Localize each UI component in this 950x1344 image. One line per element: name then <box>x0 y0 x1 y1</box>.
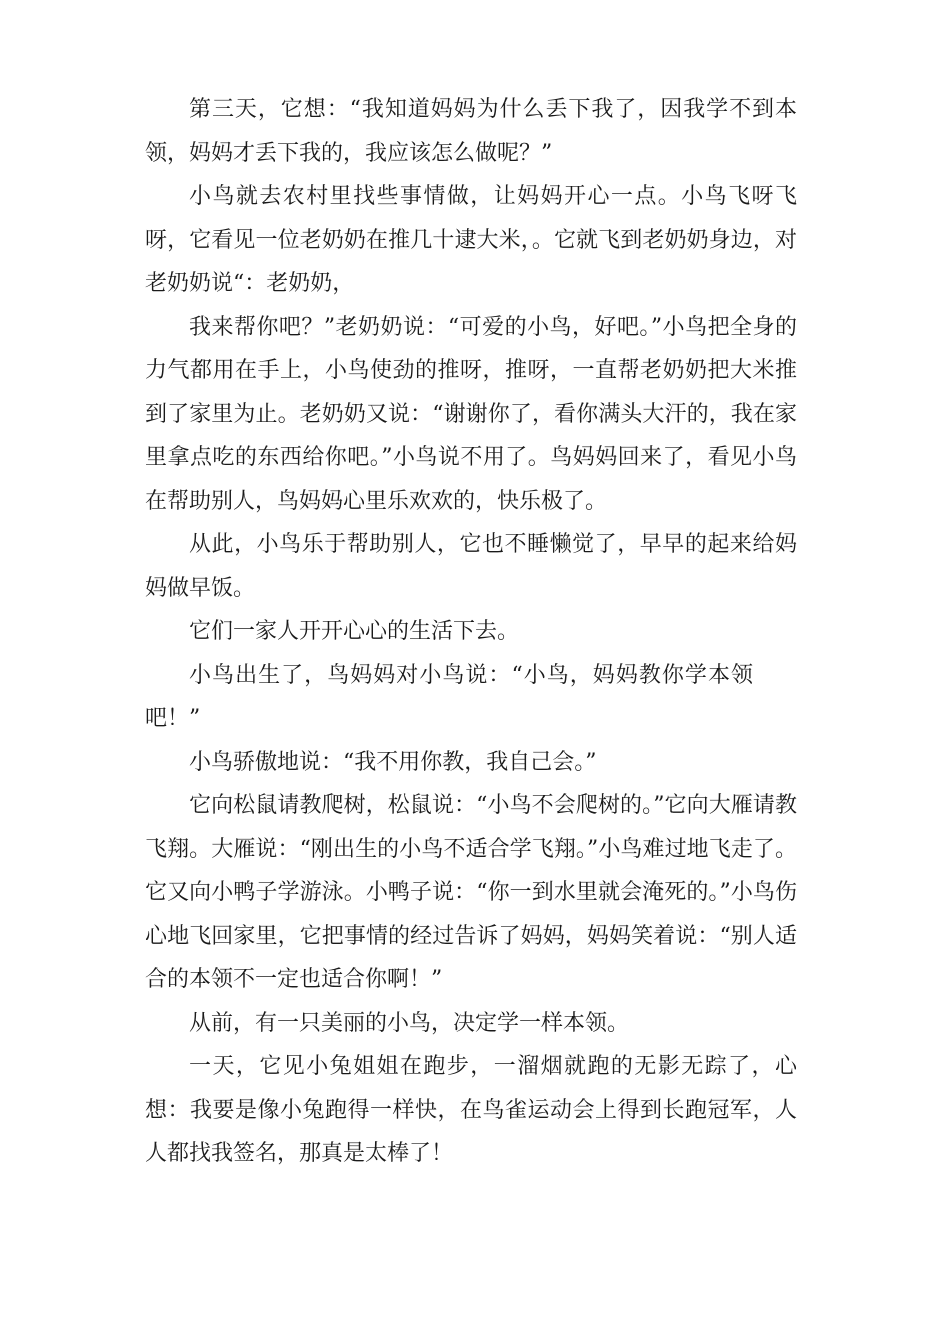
paragraph-7: 小鸟骄傲地说：“我不用你教，我自己会。” <box>189 749 597 775</box>
paragraph-8: 它向松鼠请教爬树，松鼠说：“小鸟不会爬树的。”它向大雁请教飞翔。大雁说：“刚出生的小鸟不适合学飞翔。”小鸟难过地飞走了。它又向小鸭子学游泳。小鸭子说：“你一到水里就会淹死的。”小鸟伤心地飞回家里，它把事情的经过告诉了妈妈，妈妈笑着说：“别人适合的本领不一定也适合你啊！” <box>145 793 797 992</box>
document-body <box>145 88 797 1176</box>
paragraph-1: 第三天，它想：“我知道妈妈为什么丢下我了，因我学不到本领，妈妈才丢下我的，我应该怎么做呢？” <box>145 97 797 166</box>
paragraph-9: 从前，有一只美丽的小鸟，决定学一样本领。 <box>189 1010 630 1036</box>
paragraph-3: 我来帮你吧？”老奶奶说：“可爱的小鸟，好吧。”小鸟把全身的力气都用在手上，小鸟使劲的推呀，推呀，一直帮老奶奶把大米推到了家里为止。老奶奶又说：“谢谢你了，看你满头大汗的，我在家里拿点吃的东西给你吧。”小鸟说不用了。鸟妈妈回来了，看见小鸟在帮助别人，鸟妈妈心里乐欢欢的，快乐极了。 <box>145 314 797 514</box>
paragraph-10: 一天，它见小兔姐姐在跑步，一溜烟就跑的无影无踪了，心想：我要是像小兔跑得一样快，在鸟雀运动会上得到长跑冠军，人人都找我签名，那真是太棒了！ <box>145 1054 797 1166</box>
paragraph-5: 它们一家人开开心心的生活下去。 <box>189 619 520 644</box>
paragraph-4: 从此，小鸟乐于帮助别人，它也不睡懒觉了，早早的起来给妈妈做早饭。 <box>145 532 797 601</box>
paragraph-6: 小鸟出生了，鸟妈妈对小鸟说：“小鸟，妈妈教你学本领吧！” <box>145 662 753 731</box>
paragraph-2: 小鸟就去农村里找些事情做，让妈妈开心一点。小鸟飞呀飞呀，它看见一位老奶奶在推几十逮大米，。它就飞到老奶奶身边，对老奶奶说“：老奶奶， <box>145 184 797 296</box>
